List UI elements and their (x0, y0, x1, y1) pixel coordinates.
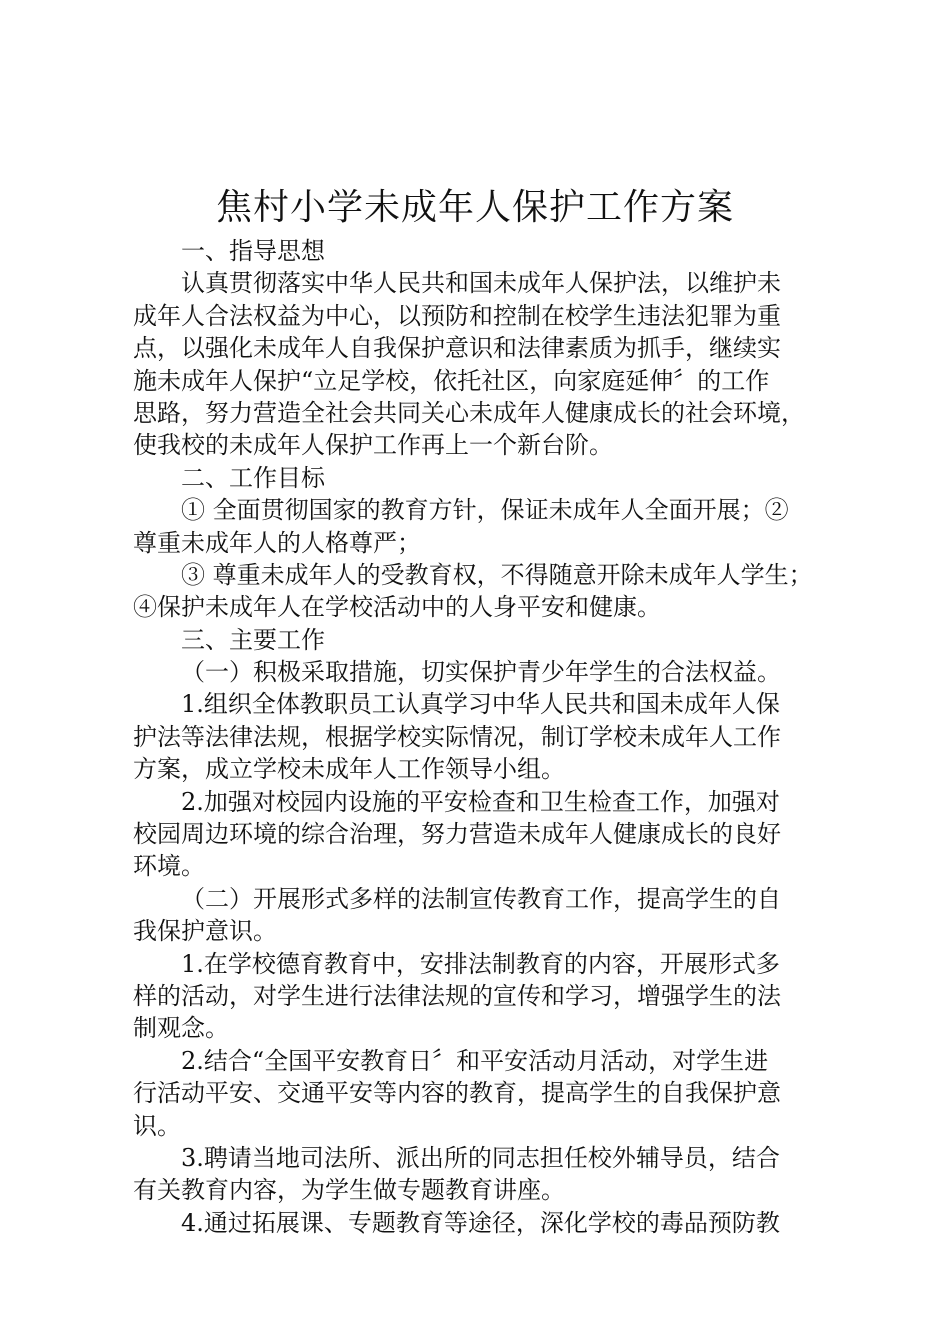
text-line: 二、工作目标 (181, 463, 325, 492)
document-title: 焦村小学未成年人保护工作方案 (215, 187, 734, 228)
text-line: 1.组织全体教职员工认真学习中华人民共和国未成年人保 (181, 690, 780, 719)
text-line: 思路，努力营造全社会共同关心未成年人健康成长的社会环境， (133, 398, 805, 427)
text-line: 制观念。 (133, 1014, 229, 1043)
document-body (133, 235, 838, 1239)
text-line: 护法等法律法规，根据学校实际情况，制订学校未成年人工作 (133, 722, 781, 751)
text-line: （一）积极采取措施，切实保护青少年学生的合法权益。 (181, 658, 781, 687)
text-line: 环境。 (133, 852, 205, 881)
text-line: ① 全面贯彻国家的教育方针，保证未成年人全面开展；② (181, 496, 789, 525)
text-line: （二）开展形式多样的法制宣传教育工作，提高学生的自 (181, 884, 781, 913)
text-line: 1.在学校德育教育中，安排法制教育的内容，开展形式多 (181, 949, 780, 978)
text-line: 使我校的未成年人保护工作再上一个新台阶。 (133, 431, 613, 460)
text-line: 认真贯彻落实中华人民共和国未成年人保护法，以维护未 (181, 269, 781, 298)
text-line: 4.通过拓展课、专题教育等途径，深化学校的毒品预防教 (181, 1208, 780, 1237)
text-line: 我保护意识。 (133, 917, 277, 946)
text-line: ④保护未成年人在学校活动中的人身平安和健康。 (133, 593, 661, 622)
text-line: 识。 (133, 1111, 181, 1140)
text-line: 施未成年人保护“立足学校，依托社区，向家庭延伸〞的工作 (133, 366, 770, 395)
text-line: 一、指导思想 (181, 237, 325, 265)
text-line: 校园周边环境的综合治理，努力营造未成年人健康成长的良好 (133, 820, 781, 849)
text-line: 有关教育内容，为学生做专题教育讲座。 (133, 1176, 565, 1205)
text-line: 行活动平安、交通平安等内容的教育，提高学生的自我保护意 (133, 1079, 781, 1108)
text-line: 三、主要工作 (181, 625, 325, 654)
text-line: ③ 尊重未成年人的受教育权，不得随意开除未成年人学生； (181, 560, 813, 589)
text-line: 2.结合“全国平安教育日〞和平安活动月活动，对学生进 (181, 1046, 769, 1075)
text-line: 2.加强对校园内设施的平安检查和卫生检查工作，加强对 (181, 787, 780, 816)
text-line: 点，以强化未成年人自我保护意识和法律素质为抓手，继续实 (133, 334, 781, 363)
text-line: 3.聘请当地司法所、派出所的同志担任校外辅导员，结合 (181, 1143, 780, 1172)
text-line: 方案，成立学校未成年人工作领导小组。 (133, 755, 565, 784)
text-line: 成年人合法权益为中心，以预防和控制在校学生违法犯罪为重 (133, 301, 781, 330)
text-line: 尊重未成年人的人格尊严； (133, 528, 421, 557)
text-line: 样的活动，对学生进行法律法规的宣传和学习，增强学生的法 (133, 981, 781, 1010)
